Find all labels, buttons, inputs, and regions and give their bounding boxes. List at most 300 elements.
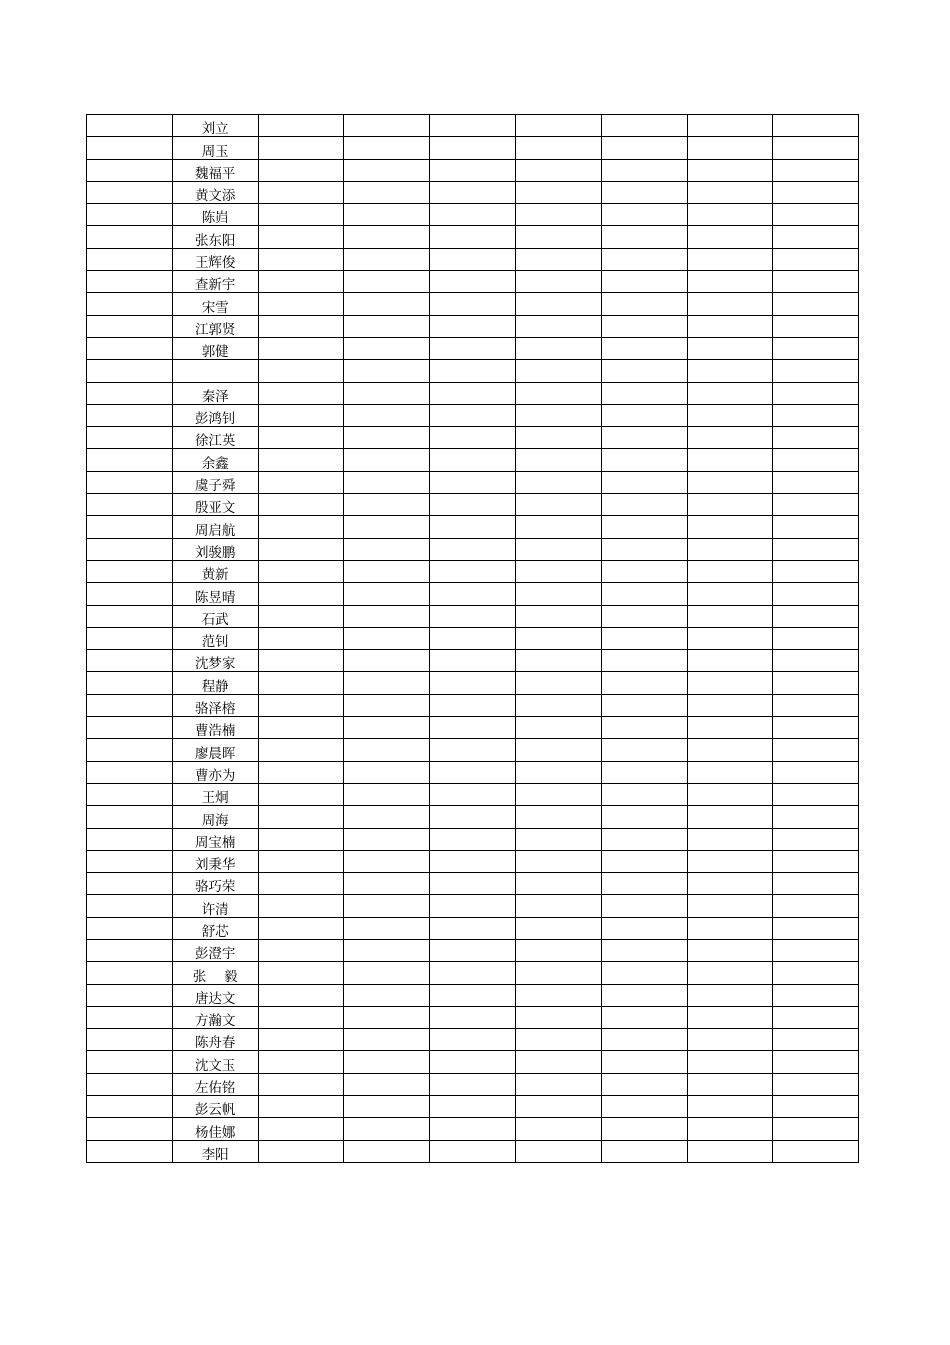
blank-cell[interactable] <box>87 627 173 649</box>
blank-cell[interactable] <box>601 761 687 783</box>
blank-cell[interactable] <box>515 873 601 895</box>
blank-cell[interactable] <box>601 694 687 716</box>
blank-cell[interactable] <box>515 1140 601 1162</box>
blank-cell[interactable] <box>601 516 687 538</box>
blank-cell[interactable] <box>87 984 173 1006</box>
blank-cell[interactable] <box>87 248 173 270</box>
blank-cell[interactable] <box>87 1118 173 1140</box>
blank-cell[interactable] <box>87 761 173 783</box>
blank-cell[interactable] <box>344 159 430 181</box>
blank-cell[interactable] <box>687 650 773 672</box>
blank-cell[interactable] <box>687 271 773 293</box>
blank-cell[interactable] <box>687 226 773 248</box>
blank-cell[interactable] <box>773 137 859 159</box>
blank-cell[interactable] <box>687 494 773 516</box>
blank-cell[interactable] <box>344 204 430 226</box>
blank-cell[interactable] <box>515 248 601 270</box>
blank-cell[interactable] <box>258 471 344 493</box>
blank-cell[interactable] <box>773 694 859 716</box>
blank-cell[interactable] <box>258 850 344 872</box>
blank-cell[interactable] <box>87 337 173 359</box>
blank-cell[interactable] <box>258 1029 344 1051</box>
blank-cell[interactable] <box>258 694 344 716</box>
blank-cell[interactable] <box>773 895 859 917</box>
blank-cell[interactable] <box>87 873 173 895</box>
blank-cell[interactable] <box>430 337 516 359</box>
blank-cell[interactable] <box>87 895 173 917</box>
blank-cell[interactable] <box>601 939 687 961</box>
name-cell[interactable]: 曹浩楠 <box>172 717 258 739</box>
blank-cell[interactable] <box>687 427 773 449</box>
blank-cell[interactable] <box>344 494 430 516</box>
blank-cell[interactable] <box>773 315 859 337</box>
blank-cell[interactable] <box>515 806 601 828</box>
blank-cell[interactable] <box>687 850 773 872</box>
blank-cell[interactable] <box>344 248 430 270</box>
blank-cell[interactable] <box>515 181 601 203</box>
blank-cell[interactable] <box>430 627 516 649</box>
blank-cell[interactable] <box>687 137 773 159</box>
blank-cell[interactable] <box>430 806 516 828</box>
blank-cell[interactable] <box>344 315 430 337</box>
blank-cell[interactable] <box>601 783 687 805</box>
name-cell[interactable]: 张 毅 <box>172 962 258 984</box>
blank-cell[interactable] <box>344 1073 430 1095</box>
blank-cell[interactable] <box>87 962 173 984</box>
blank-cell[interactable] <box>601 1051 687 1073</box>
blank-cell[interactable] <box>773 783 859 805</box>
blank-cell[interactable] <box>87 739 173 761</box>
blank-cell[interactable] <box>773 271 859 293</box>
blank-cell[interactable] <box>344 828 430 850</box>
blank-cell[interactable] <box>430 449 516 471</box>
blank-cell[interactable] <box>773 204 859 226</box>
blank-cell[interactable] <box>773 115 859 137</box>
blank-cell[interactable] <box>344 605 430 627</box>
blank-cell[interactable] <box>344 449 430 471</box>
name-cell[interactable]: 唐达文 <box>172 984 258 1006</box>
blank-cell[interactable] <box>515 159 601 181</box>
blank-cell[interactable] <box>515 293 601 315</box>
blank-cell[interactable] <box>687 360 773 382</box>
name-cell[interactable]: 王辉俊 <box>172 248 258 270</box>
blank-cell[interactable] <box>430 181 516 203</box>
blank-cell[interactable] <box>430 917 516 939</box>
blank-cell[interactable] <box>601 650 687 672</box>
blank-cell[interactable] <box>515 115 601 137</box>
blank-cell[interactable] <box>430 538 516 560</box>
blank-cell[interactable] <box>601 1006 687 1028</box>
blank-cell[interactable] <box>344 850 430 872</box>
blank-cell[interactable] <box>258 293 344 315</box>
blank-cell[interactable] <box>773 427 859 449</box>
blank-cell[interactable] <box>258 1118 344 1140</box>
blank-cell[interactable] <box>601 1140 687 1162</box>
blank-cell[interactable] <box>430 605 516 627</box>
blank-cell[interactable] <box>687 204 773 226</box>
blank-cell[interactable] <box>430 494 516 516</box>
blank-cell[interactable] <box>773 583 859 605</box>
blank-cell[interactable] <box>430 783 516 805</box>
blank-cell[interactable] <box>258 449 344 471</box>
name-cell[interactable]: 陈岿 <box>172 204 258 226</box>
blank-cell[interactable] <box>773 717 859 739</box>
blank-cell[interactable] <box>430 1096 516 1118</box>
name-cell[interactable]: 程静 <box>172 672 258 694</box>
blank-cell[interactable] <box>601 806 687 828</box>
blank-cell[interactable] <box>687 404 773 426</box>
blank-cell[interactable] <box>515 717 601 739</box>
blank-cell[interactable] <box>773 538 859 560</box>
blank-cell[interactable] <box>344 560 430 582</box>
blank-cell[interactable] <box>87 1140 173 1162</box>
blank-cell[interactable] <box>515 1051 601 1073</box>
blank-cell[interactable] <box>601 627 687 649</box>
blank-cell[interactable] <box>687 1073 773 1095</box>
blank-cell[interactable] <box>87 672 173 694</box>
blank-cell[interactable] <box>601 1073 687 1095</box>
blank-cell[interactable] <box>344 404 430 426</box>
blank-cell[interactable] <box>87 806 173 828</box>
blank-cell[interactable] <box>773 1029 859 1051</box>
blank-cell[interactable] <box>687 1118 773 1140</box>
blank-cell[interactable] <box>87 449 173 471</box>
blank-cell[interactable] <box>687 873 773 895</box>
blank-cell[interactable] <box>773 1096 859 1118</box>
blank-cell[interactable] <box>344 873 430 895</box>
blank-cell[interactable] <box>601 739 687 761</box>
blank-cell[interactable] <box>515 583 601 605</box>
blank-cell[interactable] <box>601 984 687 1006</box>
blank-cell[interactable] <box>430 1029 516 1051</box>
blank-cell[interactable] <box>515 605 601 627</box>
blank-cell[interactable] <box>430 962 516 984</box>
blank-cell[interactable] <box>687 739 773 761</box>
blank-cell[interactable] <box>430 115 516 137</box>
blank-cell[interactable] <box>687 895 773 917</box>
blank-cell[interactable] <box>258 939 344 961</box>
blank-cell[interactable] <box>344 895 430 917</box>
blank-cell[interactable] <box>773 739 859 761</box>
blank-cell[interactable] <box>87 159 173 181</box>
blank-cell[interactable] <box>430 248 516 270</box>
blank-cell[interactable] <box>87 850 173 872</box>
name-cell[interactable]: 黄文添 <box>172 181 258 203</box>
blank-cell[interactable] <box>773 605 859 627</box>
name-cell[interactable]: 查新宇 <box>172 271 258 293</box>
blank-cell[interactable] <box>258 1051 344 1073</box>
blank-cell[interactable] <box>258 783 344 805</box>
blank-cell[interactable] <box>87 516 173 538</box>
blank-cell[interactable] <box>430 1118 516 1140</box>
blank-cell[interactable] <box>258 271 344 293</box>
blank-cell[interactable] <box>773 449 859 471</box>
blank-cell[interactable] <box>87 226 173 248</box>
blank-cell[interactable] <box>430 204 516 226</box>
blank-cell[interactable] <box>258 672 344 694</box>
blank-cell[interactable] <box>430 939 516 961</box>
blank-cell[interactable] <box>515 427 601 449</box>
blank-cell[interactable] <box>687 962 773 984</box>
blank-cell[interactable] <box>773 226 859 248</box>
blank-cell[interactable] <box>87 583 173 605</box>
blank-cell[interactable] <box>773 850 859 872</box>
blank-cell[interactable] <box>87 560 173 582</box>
blank-cell[interactable] <box>515 627 601 649</box>
blank-cell[interactable] <box>87 605 173 627</box>
blank-cell[interactable] <box>430 159 516 181</box>
blank-cell[interactable] <box>258 917 344 939</box>
blank-cell[interactable] <box>773 828 859 850</box>
blank-cell[interactable] <box>430 516 516 538</box>
name-cell[interactable]: 曹亦为 <box>172 761 258 783</box>
blank-cell[interactable] <box>258 516 344 538</box>
blank-cell[interactable] <box>430 583 516 605</box>
blank-cell[interactable] <box>258 427 344 449</box>
name-cell[interactable]: 郭健 <box>172 337 258 359</box>
blank-cell[interactable] <box>515 1096 601 1118</box>
blank-cell[interactable] <box>430 404 516 426</box>
name-cell[interactable]: 李阳 <box>172 1140 258 1162</box>
blank-cell[interactable] <box>344 917 430 939</box>
blank-cell[interactable] <box>344 1096 430 1118</box>
blank-cell[interactable] <box>258 873 344 895</box>
blank-cell[interactable] <box>687 248 773 270</box>
blank-cell[interactable] <box>601 337 687 359</box>
name-cell[interactable]: 王炯 <box>172 783 258 805</box>
name-cell[interactable]: 周启航 <box>172 516 258 538</box>
blank-cell[interactable] <box>773 917 859 939</box>
blank-cell[interactable] <box>601 293 687 315</box>
blank-cell[interactable] <box>87 315 173 337</box>
blank-cell[interactable] <box>87 1051 173 1073</box>
blank-cell[interactable] <box>601 204 687 226</box>
blank-cell[interactable] <box>430 828 516 850</box>
blank-cell[interactable] <box>258 181 344 203</box>
blank-cell[interactable] <box>87 828 173 850</box>
blank-cell[interactable] <box>87 382 173 404</box>
blank-cell[interactable] <box>344 806 430 828</box>
blank-cell[interactable] <box>344 962 430 984</box>
name-cell[interactable]: 刘骏鹏 <box>172 538 258 560</box>
blank-cell[interactable] <box>430 1140 516 1162</box>
blank-cell[interactable] <box>258 828 344 850</box>
blank-cell[interactable] <box>687 516 773 538</box>
blank-cell[interactable] <box>430 694 516 716</box>
blank-cell[interactable] <box>601 583 687 605</box>
blank-cell[interactable] <box>773 494 859 516</box>
blank-cell[interactable] <box>687 337 773 359</box>
blank-cell[interactable] <box>687 1140 773 1162</box>
blank-cell[interactable] <box>687 449 773 471</box>
blank-cell[interactable] <box>430 761 516 783</box>
blank-cell[interactable] <box>601 181 687 203</box>
blank-cell[interactable] <box>601 315 687 337</box>
blank-cell[interactable] <box>515 1118 601 1140</box>
blank-cell[interactable] <box>687 471 773 493</box>
blank-cell[interactable] <box>515 226 601 248</box>
blank-cell[interactable] <box>687 538 773 560</box>
blank-cell[interactable] <box>87 1096 173 1118</box>
blank-cell[interactable] <box>687 806 773 828</box>
blank-cell[interactable] <box>773 761 859 783</box>
blank-cell[interactable] <box>601 873 687 895</box>
blank-cell[interactable] <box>258 382 344 404</box>
blank-cell[interactable] <box>601 427 687 449</box>
name-cell[interactable] <box>172 360 258 382</box>
blank-cell[interactable] <box>430 271 516 293</box>
blank-cell[interactable] <box>258 962 344 984</box>
name-cell[interactable]: 魏福平 <box>172 159 258 181</box>
blank-cell[interactable] <box>515 739 601 761</box>
blank-cell[interactable] <box>344 1118 430 1140</box>
blank-cell[interactable] <box>773 1118 859 1140</box>
blank-cell[interactable] <box>344 761 430 783</box>
blank-cell[interactable] <box>430 427 516 449</box>
blank-cell[interactable] <box>430 1051 516 1073</box>
name-cell[interactable]: 石武 <box>172 605 258 627</box>
blank-cell[interactable] <box>430 984 516 1006</box>
blank-cell[interactable] <box>601 115 687 137</box>
blank-cell[interactable] <box>344 181 430 203</box>
blank-cell[interactable] <box>601 449 687 471</box>
blank-cell[interactable] <box>515 694 601 716</box>
blank-cell[interactable] <box>344 516 430 538</box>
blank-cell[interactable] <box>258 1073 344 1095</box>
blank-cell[interactable] <box>773 1140 859 1162</box>
blank-cell[interactable] <box>430 1006 516 1028</box>
name-cell[interactable]: 余鑫 <box>172 449 258 471</box>
blank-cell[interactable] <box>258 627 344 649</box>
blank-cell[interactable] <box>773 806 859 828</box>
blank-cell[interactable] <box>687 560 773 582</box>
blank-cell[interactable] <box>773 360 859 382</box>
name-cell[interactable]: 周宝楠 <box>172 828 258 850</box>
name-cell[interactable]: 舒芯 <box>172 917 258 939</box>
blank-cell[interactable] <box>344 739 430 761</box>
blank-cell[interactable] <box>515 538 601 560</box>
blank-cell[interactable] <box>773 516 859 538</box>
blank-cell[interactable] <box>515 917 601 939</box>
blank-cell[interactable] <box>430 717 516 739</box>
blank-cell[interactable] <box>430 226 516 248</box>
blank-cell[interactable] <box>515 494 601 516</box>
blank-cell[interactable] <box>87 204 173 226</box>
name-cell[interactable]: 彭澄宇 <box>172 939 258 961</box>
blank-cell[interactable] <box>773 293 859 315</box>
name-cell[interactable]: 周玉 <box>172 137 258 159</box>
blank-cell[interactable] <box>687 984 773 1006</box>
blank-cell[interactable] <box>258 984 344 1006</box>
blank-cell[interactable] <box>344 717 430 739</box>
blank-cell[interactable] <box>344 360 430 382</box>
blank-cell[interactable] <box>87 360 173 382</box>
blank-cell[interactable] <box>430 315 516 337</box>
blank-cell[interactable] <box>258 761 344 783</box>
blank-cell[interactable] <box>344 1140 430 1162</box>
blank-cell[interactable] <box>601 137 687 159</box>
blank-cell[interactable] <box>601 1118 687 1140</box>
blank-cell[interactable] <box>430 293 516 315</box>
blank-cell[interactable] <box>430 360 516 382</box>
blank-cell[interactable] <box>344 427 430 449</box>
blank-cell[interactable] <box>258 159 344 181</box>
blank-cell[interactable] <box>515 560 601 582</box>
name-cell[interactable]: 张东阳 <box>172 226 258 248</box>
blank-cell[interactable] <box>687 181 773 203</box>
name-cell[interactable]: 黄新 <box>172 560 258 582</box>
blank-cell[interactable] <box>515 962 601 984</box>
blank-cell[interactable] <box>258 717 344 739</box>
blank-cell[interactable] <box>515 1073 601 1095</box>
blank-cell[interactable] <box>344 538 430 560</box>
blank-cell[interactable] <box>430 873 516 895</box>
blank-cell[interactable] <box>687 159 773 181</box>
blank-cell[interactable] <box>430 895 516 917</box>
blank-cell[interactable] <box>601 404 687 426</box>
blank-cell[interactable] <box>258 583 344 605</box>
blank-cell[interactable] <box>344 226 430 248</box>
blank-cell[interactable] <box>87 939 173 961</box>
blank-cell[interactable] <box>773 337 859 359</box>
blank-cell[interactable] <box>515 404 601 426</box>
blank-cell[interactable] <box>87 538 173 560</box>
blank-cell[interactable] <box>258 806 344 828</box>
blank-cell[interactable] <box>515 137 601 159</box>
name-cell[interactable]: 许清 <box>172 895 258 917</box>
blank-cell[interactable] <box>515 650 601 672</box>
blank-cell[interactable] <box>601 850 687 872</box>
blank-cell[interactable] <box>515 1029 601 1051</box>
blank-cell[interactable] <box>773 939 859 961</box>
blank-cell[interactable] <box>687 1051 773 1073</box>
blank-cell[interactable] <box>87 783 173 805</box>
blank-cell[interactable] <box>430 382 516 404</box>
name-cell[interactable]: 刘秉华 <box>172 850 258 872</box>
blank-cell[interactable] <box>258 204 344 226</box>
blank-cell[interactable] <box>687 717 773 739</box>
blank-cell[interactable] <box>344 1051 430 1073</box>
blank-cell[interactable] <box>601 1096 687 1118</box>
blank-cell[interactable] <box>687 828 773 850</box>
name-cell[interactable]: 刘立 <box>172 115 258 137</box>
blank-cell[interactable] <box>515 271 601 293</box>
blank-cell[interactable] <box>601 494 687 516</box>
blank-cell[interactable] <box>258 538 344 560</box>
blank-cell[interactable] <box>773 962 859 984</box>
blank-cell[interactable] <box>344 694 430 716</box>
blank-cell[interactable] <box>344 627 430 649</box>
blank-cell[interactable] <box>258 360 344 382</box>
blank-cell[interactable] <box>773 471 859 493</box>
blank-cell[interactable] <box>344 583 430 605</box>
blank-cell[interactable] <box>601 895 687 917</box>
blank-cell[interactable] <box>87 650 173 672</box>
blank-cell[interactable] <box>601 382 687 404</box>
blank-cell[interactable] <box>687 627 773 649</box>
blank-cell[interactable] <box>430 650 516 672</box>
blank-cell[interactable] <box>515 449 601 471</box>
blank-cell[interactable] <box>687 605 773 627</box>
blank-cell[interactable] <box>687 315 773 337</box>
blank-cell[interactable] <box>687 382 773 404</box>
blank-cell[interactable] <box>258 605 344 627</box>
blank-cell[interactable] <box>773 650 859 672</box>
blank-cell[interactable] <box>773 382 859 404</box>
blank-cell[interactable] <box>515 850 601 872</box>
blank-cell[interactable] <box>258 137 344 159</box>
name-cell[interactable]: 左佑铭 <box>172 1073 258 1095</box>
